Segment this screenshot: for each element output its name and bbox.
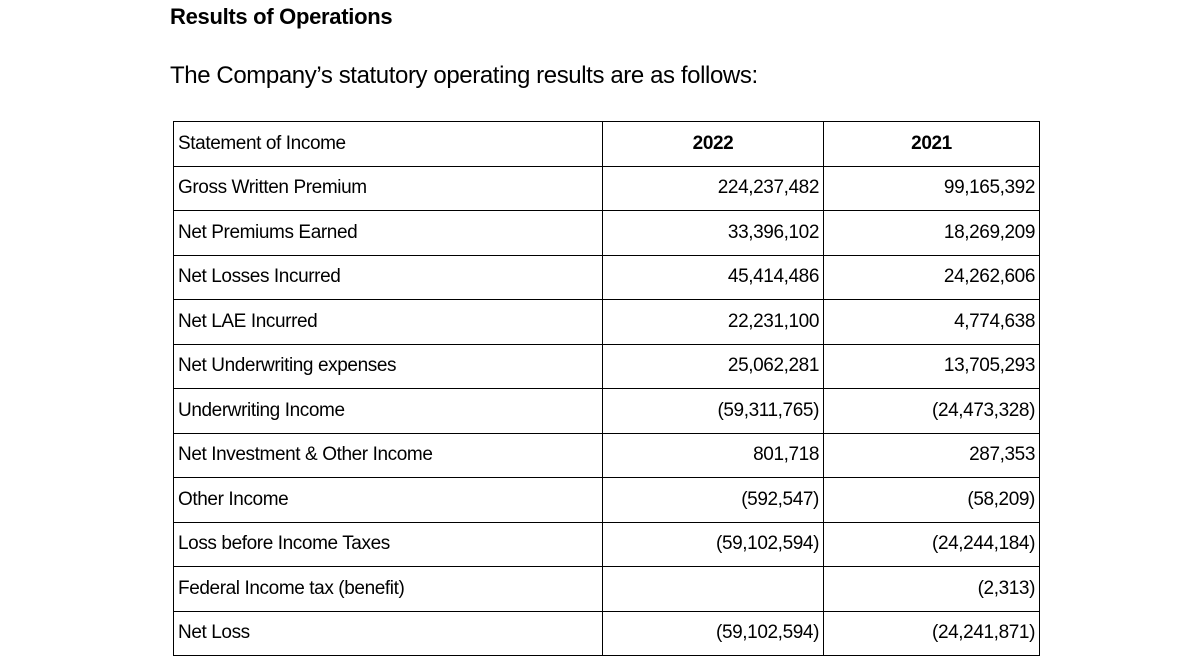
row-label: Net LAE Incurred xyxy=(174,300,603,345)
value-2021: 24,262,606 xyxy=(824,255,1040,300)
table-row xyxy=(174,344,1040,389)
row-label: Net Underwriting expenses xyxy=(174,344,603,389)
table-row xyxy=(174,478,1040,523)
column-header-statement: Statement of Income xyxy=(174,122,603,167)
row-label: Net Investment & Other Income xyxy=(174,433,603,478)
table-row xyxy=(174,166,1040,211)
value-2021: 287,353 xyxy=(824,433,1040,478)
table-row xyxy=(174,522,1040,567)
row-label: Loss before Income Taxes xyxy=(174,522,603,567)
row-label: Other Income xyxy=(174,478,603,523)
table-row xyxy=(174,211,1040,256)
value-2022: 33,396,102 xyxy=(603,211,824,256)
table-row xyxy=(174,611,1040,656)
row-label: Gross Written Premium xyxy=(174,166,603,211)
intro-text: The Company’s statutory operating results are as follows: xyxy=(170,62,758,89)
value-2021: (2,313) xyxy=(824,567,1040,612)
value-2022: 22,231,100 xyxy=(603,300,824,345)
value-2022: 224,237,482 xyxy=(603,166,824,211)
section-heading: Results of Operations xyxy=(170,4,393,29)
value-2021: 99,165,392 xyxy=(824,166,1040,211)
value-2021: 13,705,293 xyxy=(824,344,1040,389)
value-2022: (59,311,765) xyxy=(603,389,824,434)
value-2022: 25,062,281 xyxy=(603,344,824,389)
row-label: Federal Income tax (benefit) xyxy=(174,567,603,612)
value-2021: 18,269,209 xyxy=(824,211,1040,256)
operating-results-table xyxy=(173,121,1040,656)
table-header-row xyxy=(174,122,1040,167)
value-2022: (592,547) xyxy=(603,478,824,523)
value-2022: 801,718 xyxy=(603,433,824,478)
table-row xyxy=(174,567,1040,612)
row-label: Net Losses Incurred xyxy=(174,255,603,300)
column-header-2021: 2021 xyxy=(824,122,1040,167)
value-2022: 45,414,486 xyxy=(603,255,824,300)
value-2021: (24,244,184) xyxy=(824,522,1040,567)
table-row xyxy=(174,433,1040,478)
value-2021: (24,473,328) xyxy=(824,389,1040,434)
row-label: Net Loss xyxy=(174,611,603,656)
value-2021: (58,209) xyxy=(824,478,1040,523)
row-label: Underwriting Income xyxy=(174,389,603,434)
column-header-2022: 2022 xyxy=(603,122,824,167)
value-2022: (59,102,594) xyxy=(603,611,824,656)
value-2021: 4,774,638 xyxy=(824,300,1040,345)
table-row xyxy=(174,389,1040,434)
value-2021: (24,241,871) xyxy=(824,611,1040,656)
value-2022: (59,102,594) xyxy=(603,522,824,567)
value-2022 xyxy=(603,567,824,612)
table-row xyxy=(174,300,1040,345)
table-row xyxy=(174,255,1040,300)
row-label: Net Premiums Earned xyxy=(174,211,603,256)
